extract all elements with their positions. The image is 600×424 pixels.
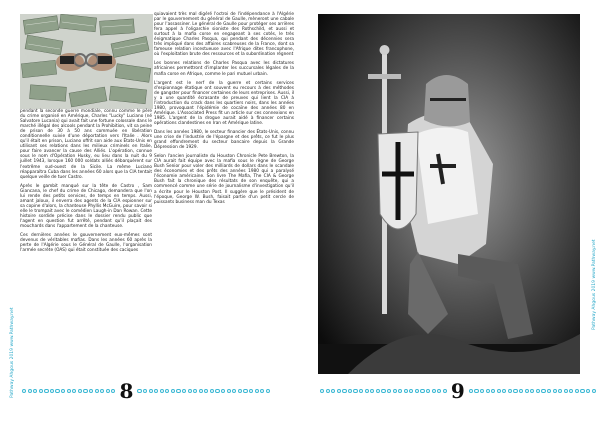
paragraph: Dans les années 1980, le secteur financier des États-Unis, connu une crise de l'industrie de l'épargne et des prêts, ce fut le plus grand effondrement du secteur bancaire depuis la Grande Dépression de 1929. [154,129,294,151]
paragraph: pendant la seconde guerre mondiale, connu comme le père du crime organisé en Amérique, Charles "Lucky" Luciano (né Salvatore Lucania) qui avait fait une fortune colossale dans le marché illégal des alcools pendant la Prohibition, vit sa peine de prison de 30 à 50 ans commuée en libération conditionnelle suivie d'une déportation vers l'Italie . Alors qu'il était en prison, Luciano offrit son aide aux États-Unis en utilisant ses relations dans les milieux criminels en Italie, pour faire avancer la cause des Alliés. L'opération, connue sous le nom d'Opération Husky, eu lieu dans la nuit du 9 juillet 1943, lorsque 160 000 soldats alliés débarquèrent sur l'extrême sud-ouest de la Sicile. La même Luciano réapparaîtra Cuba dans les années 60 alors que la CIA tentait quelque veille de tuer Castro. [20,109,152,180]
page-footer-left [22,379,282,403]
dots-decoration-left [22,389,115,393]
right-page [300,0,600,424]
knight-photo [318,14,580,374]
dots-decoration-left [320,389,447,393]
kneeling-knight-illustration [318,14,580,374]
side-credit-right: Pathway Ahgous 2019 www.Pathway.net [592,239,597,330]
page-number: 9 [450,379,465,403]
paragraph: Ces dernières années le gouvernement eux-mêmes sont devenus de véritables mafias. Dans les années 60 après la perte de l'Algérie sous le Général de Gaulle, l'organisation l'armée secrète (OAS) qui était constituée des caciques [20,233,152,254]
money-stacks-illustration [20,14,153,109]
paragraph: quiavaient très mal digéré l'octroi de l'indépendance à l'Algérie par le gouvernement du général de Gaulle, mèneront une cabale pour l'assassiner. Le général de Gaulle pour protéger ses arrières fera appel à l'oligarchie sioniste des Rothschild, et aussi et surtout à la mafia corse en engageant à ses cotés, le très énigmatique Charles Pasqua, qui pendant des décennies sera très impliqué dans des affaires scabreuses de la France, dont sa fameuse relation incestueuse avec l'Afrique dites francophone, où l'exploitation brute des ressources et la subordination régnent [154,12,294,58]
page-footer-right [320,379,582,403]
paragraph: Après le gambit manqué sur la tête de Castro , Sam Giancana, le chef du crime de Chicago, demandera que l'on lui rende des petits services, de temps en temps. Aussi, amant jaloux, il enverra des agents de la CIA espionner sur sa copine d'alors, la chanteuse Phyllis McGuire, pour savoir si elle le trompait avec le comédien Laugh-in Dan Rowan. Cette histoire sordide précise dans le dossier rendu public que l'agent en question fut arrêté, pendant qu'il plaçait des mouchards dans l'appartement de la chanteuse. [20,183,152,230]
dots-decoration-right [137,389,269,393]
article-column-left [20,109,152,257]
page-number: 8 [119,379,134,403]
dots-decoration-right [469,389,596,393]
money-stacks-photo [20,14,153,109]
article-column-right [154,12,294,209]
paragraph: Les bonnes relations de Charles Pasqua avec les dictatures africaines permettront d'implanter les succursales légales de la mafia corse en Afrique, comme le pari mutuel urbain. [154,61,294,77]
paragraph: Selon l'ancien journaliste du Houston Chronicle Pete Brewton, la CIA aurait fait équipe avec la mafia sous le règne de George Bush Senior pour voler des milliards de dollars dans le scandale des économies et des prêts des années 1980 qui a paralysé l'économie américaine. Son livre The Mafia, The CIA & George Bush fait la chronique des résultats de son enquête, qui a commencé comme une série de journalisme d'investigation qu'il a écrite pour le Houston Post. Il suggère que le président de l'époque, George W. Bush, faisait partie d'un petit cercle de puissants business man du Texas [154,154,294,205]
side-credit-left: Pathway Ahgous 2019 www.Pathway.net [10,307,15,398]
paragraph: L'argent est le nerf de la guerre et certains services d'espionnage étatique ont souvent eu recours à des méthodes de gangster pour financer certaines de leurs entreprises. Aussi, il y a une quantité écrasante de preuves qui lient la CIA à l'introduction du crack dans les quartiers noirs, dans les années 1980, provoquant l'épidémie de cocaïne des années 80 en Amérique. L'Associated Press fit un article sur ces connexions en 1985. L'argent de la drogue aurait aidé à financer certains opérations clandestines en Iran et Amérique latine. [154,80,294,126]
